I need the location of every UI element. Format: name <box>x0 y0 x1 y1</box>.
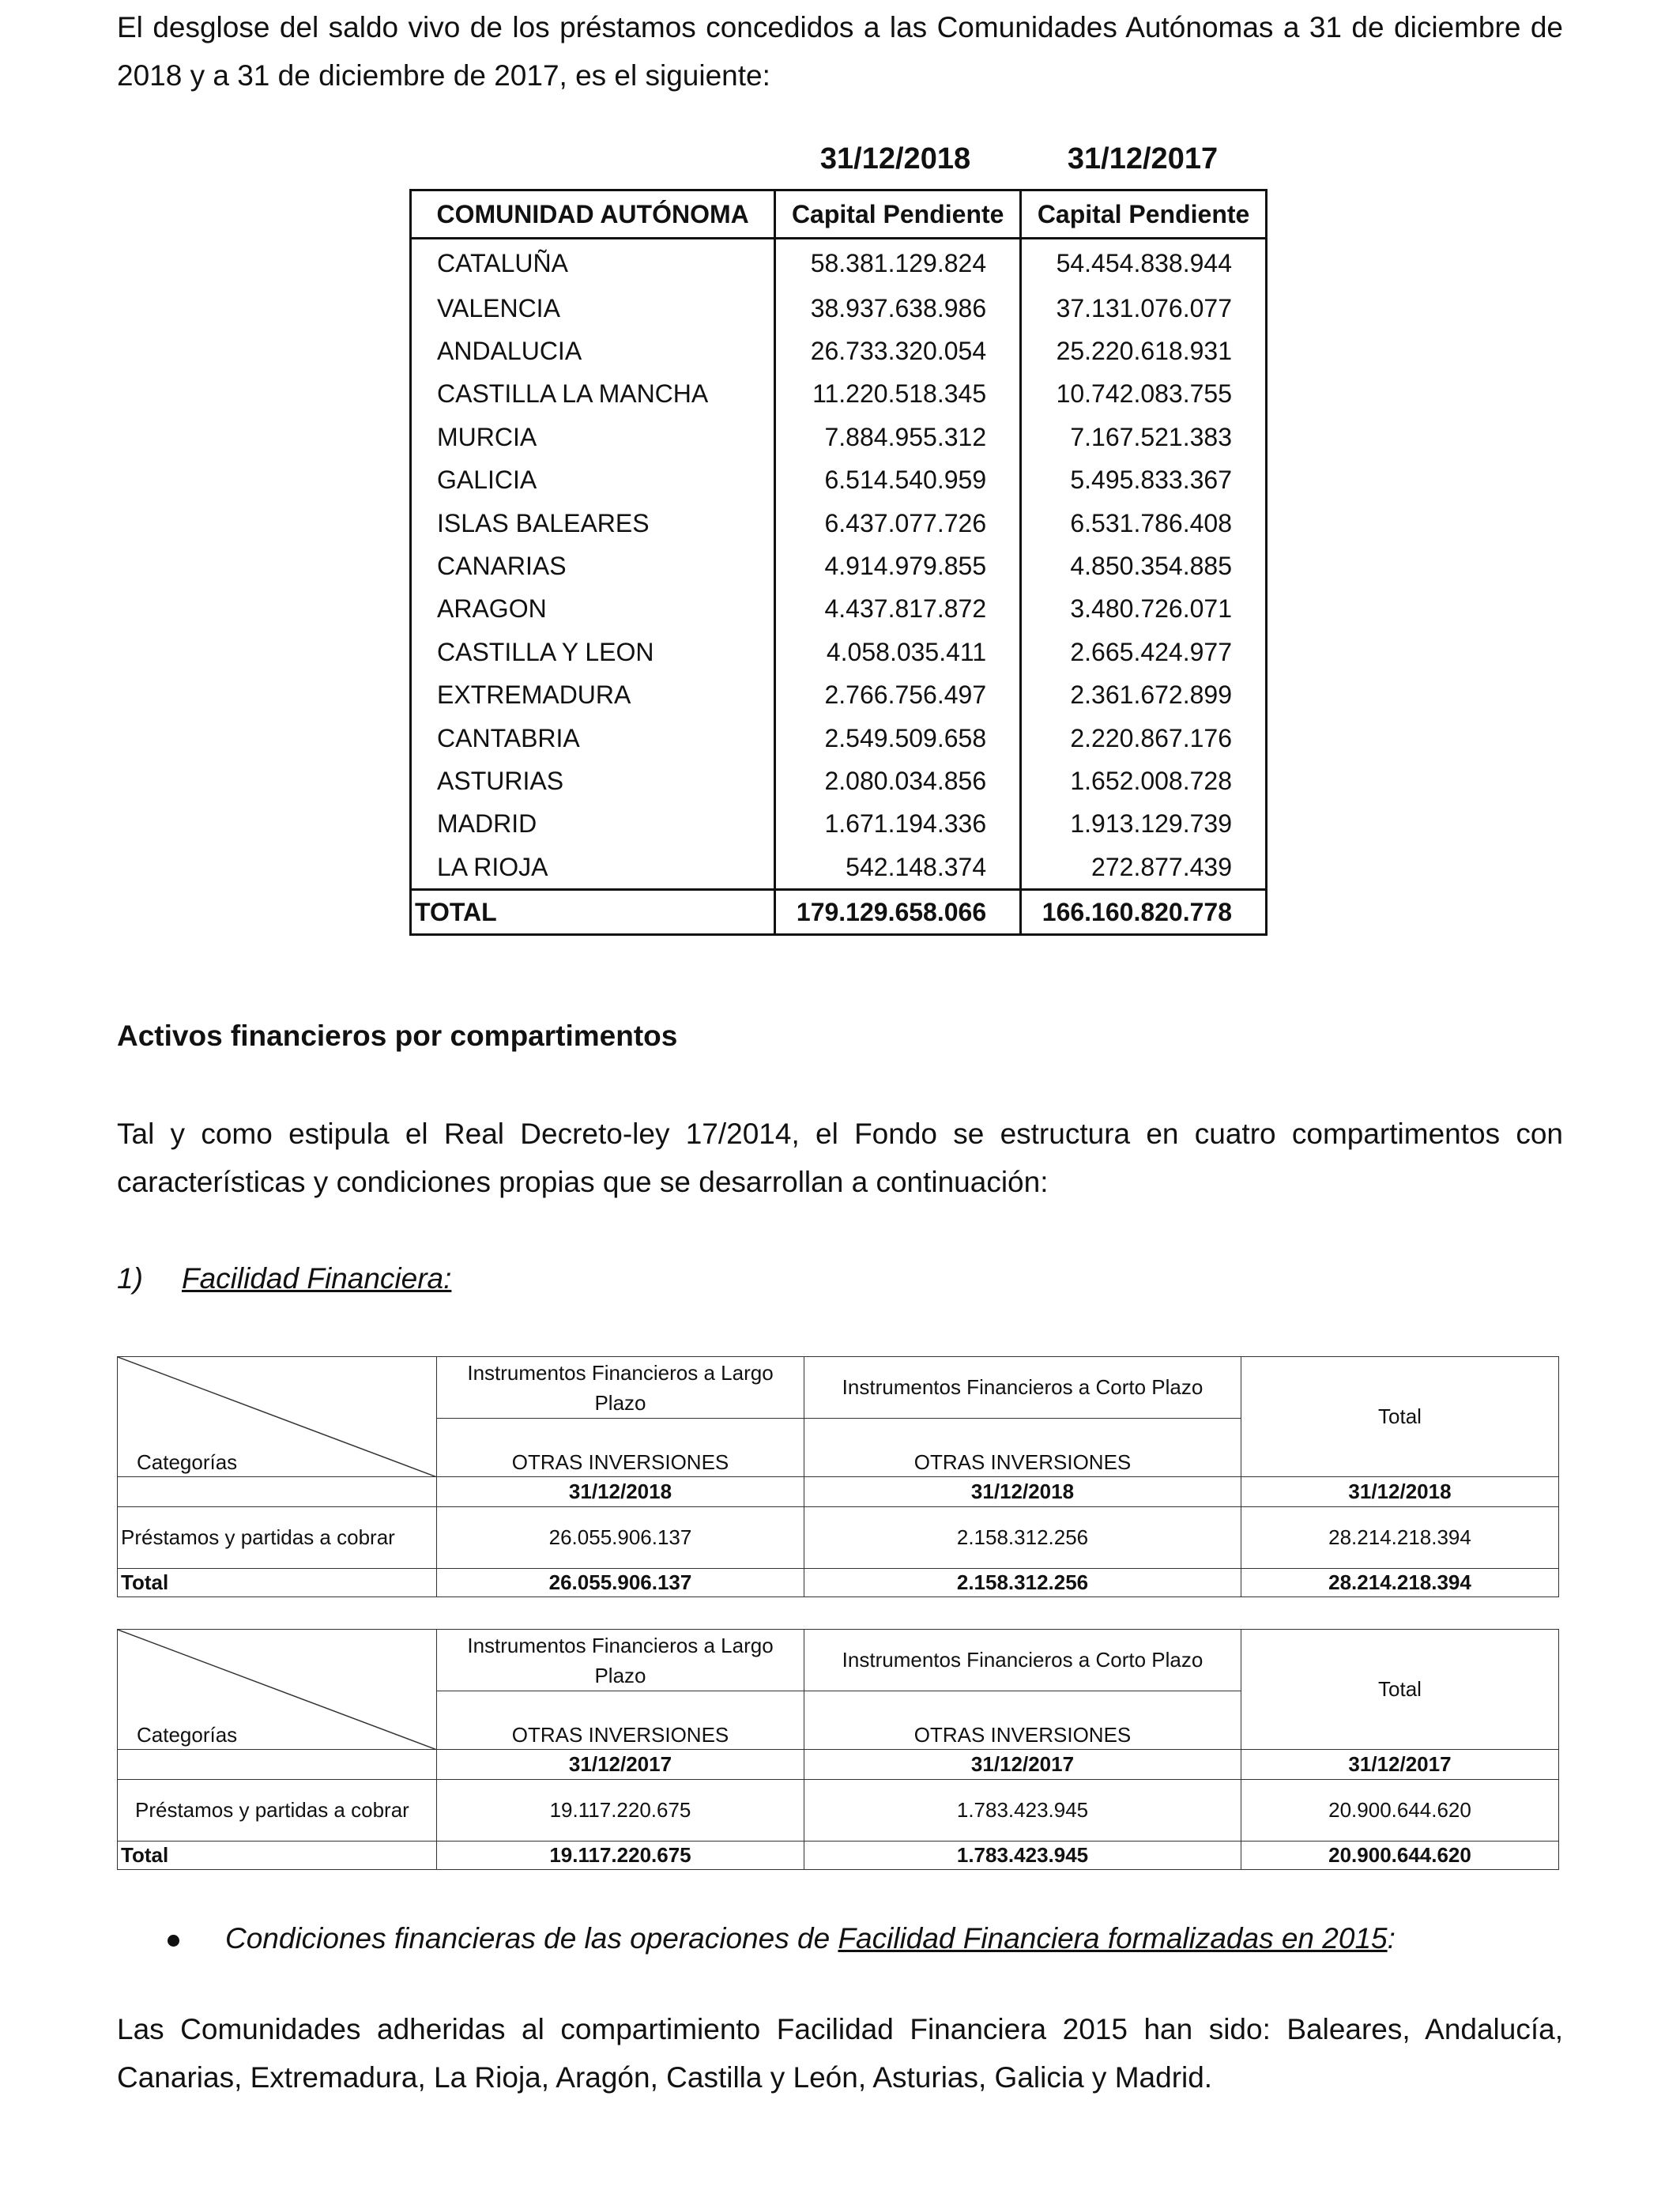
row-capital-2017: 2.665.424.977 <box>1021 631 1267 673</box>
facilidad-table <box>117 1356 1559 1597</box>
row-capital-2018: 4.437.817.872 <box>775 588 1021 631</box>
subheading-number: 1) <box>117 1262 143 1295</box>
facilidad-table <box>117 1629 1559 1870</box>
intro-line-1: El desglose del saldo vivo de los préstamos concedidos a las Comunidades Autónomas a 31 de diciembre de <box>117 11 1563 43</box>
row-capital-2017: 6.531.786.408 <box>1021 502 1267 545</box>
date-row-blank <box>118 1750 437 1780</box>
row-capital-2017: 7.167.521.383 <box>1021 416 1267 458</box>
row-community-name: ANDALUCIA <box>411 330 775 372</box>
row-community-name: LA RIOJA <box>411 846 775 890</box>
otras-corto: OTRAS INVERSIONES <box>804 1691 1241 1750</box>
row-capital-2018: 58.381.129.824 <box>775 239 1021 288</box>
otras-largo: OTRAS INVERSIONES <box>437 1691 804 1750</box>
saldo-table-row <box>411 674 1267 717</box>
col-comunidad-header: COMUNIDAD AUTÓNOMA <box>411 190 775 239</box>
subheading-title: Facilidad Financiera: <box>182 1262 452 1295</box>
row-capital-2018: 6.437.077.726 <box>775 502 1021 545</box>
row-capital-2017: 1.913.129.739 <box>1021 803 1267 846</box>
section-para-line-2: características y condiciones propias que se desarrollan a continuación: <box>117 1166 1049 1198</box>
date-corto: 31/12/2017 <box>804 1750 1241 1780</box>
prestamos-corto: 2.158.312.256 <box>804 1507 1241 1569</box>
col-total-header: Total <box>1241 1630 1559 1750</box>
row-capital-2018: 11.220.518.345 <box>775 373 1021 416</box>
row-community-name: CASTILLA Y LEON <box>411 631 775 673</box>
date-total: 31/12/2017 <box>1241 1750 1559 1780</box>
row-capital-2018: 542.148.374 <box>775 846 1021 890</box>
prestamos-label: Préstamos y partidas a cobrar <box>118 1507 437 1569</box>
row-capital-2018: 4.914.979.855 <box>775 545 1021 587</box>
saldo-table-row <box>411 717 1267 760</box>
prestamos-largo: 26.055.906.137 <box>437 1507 804 1569</box>
section-heading: Activos financieros por compartimentos <box>117 1020 678 1052</box>
row-capital-2017: 3.480.726.071 <box>1021 588 1267 631</box>
prestamos-corto: 1.783.423.945 <box>804 1780 1241 1842</box>
date-largo: 31/12/2018 <box>437 1477 804 1507</box>
saldo-table-header-row <box>411 190 1267 239</box>
otras-corto: OTRAS INVERSIONES <box>804 1419 1241 1477</box>
bullet-suffix: : <box>1387 1922 1396 1955</box>
saldo-table-row <box>411 459 1267 502</box>
closing-line-2: Canarias, Extremadura, La Rioja, Aragón, Castilla y León, Asturias, Galicia y Madrid. <box>117 2061 1213 2094</box>
total-row-label: Total <box>118 1842 437 1870</box>
row-community-name: ISLAS BALEARES <box>411 502 775 545</box>
total-total: 28.214.218.394 <box>1241 1569 1559 1597</box>
total-row-label: Total <box>118 1569 437 1597</box>
col-corto-header: Instrumentos Financieros a Corto Plazo <box>804 1357 1241 1419</box>
saldo-table-row <box>411 416 1267 458</box>
row-community-name: ARAGON <box>411 588 775 631</box>
row-capital-2017: 5.495.833.367 <box>1021 459 1267 502</box>
categorias-label: Categorías <box>137 1450 238 1474</box>
row-capital-2018: 38.937.638.986 <box>775 287 1021 330</box>
row-capital-2017: 1.652.008.728 <box>1021 760 1267 802</box>
date-header-2018: 31/12/2018 <box>819 142 971 175</box>
saldo-table-row <box>411 846 1267 890</box>
saldo-table-row <box>411 760 1267 802</box>
bullet-dot <box>168 1935 179 1947</box>
row-capital-2017: 2.361.672.899 <box>1021 674 1267 717</box>
row-capital-2017: 54.454.838.944 <box>1021 239 1267 288</box>
col-total-header: Total <box>1241 1357 1559 1477</box>
row-capital-2018: 1.671.194.336 <box>775 803 1021 846</box>
prestamos-largo: 19.117.220.675 <box>437 1780 804 1842</box>
prestamos-total: 20.900.644.620 <box>1241 1780 1559 1842</box>
date-corto: 31/12/2018 <box>804 1477 1241 1507</box>
total-largo: 26.055.906.137 <box>437 1569 804 1597</box>
row-capital-2018: 2.549.509.658 <box>775 717 1021 760</box>
date-header-2017: 31/12/2017 <box>1067 142 1219 175</box>
prestamos-label: Préstamos y partidas a cobrar <box>118 1780 437 1842</box>
date-row-blank <box>118 1477 437 1507</box>
row-capital-2017: 25.220.618.931 <box>1021 330 1267 372</box>
saldo-table-row <box>411 373 1267 416</box>
saldo-table-row <box>411 330 1267 372</box>
saldo-table-row <box>411 502 1267 545</box>
total-label: TOTAL <box>411 890 775 935</box>
total-2018: 179.129.658.066 <box>775 890 1021 935</box>
categorias-label: Categorías <box>137 1723 238 1747</box>
bullet-text <box>225 1922 1396 1955</box>
saldo-table-row <box>411 803 1267 846</box>
saldo-table-row <box>411 588 1267 631</box>
row-community-name: CANARIAS <box>411 545 775 587</box>
saldo-total-row <box>411 890 1267 935</box>
date-largo: 31/12/2017 <box>437 1750 804 1780</box>
closing-line-1: Las Comunidades adheridas al compartimiento Facilidad Financiera 2015 han sido: Baleares, Andalucía, <box>117 2013 1563 2045</box>
categorias-cell <box>118 1630 437 1750</box>
col-capital-2018-header: Capital Pendiente <box>775 190 1021 239</box>
row-capital-2018: 2.080.034.856 <box>775 760 1021 802</box>
row-capital-2017: 4.850.354.885 <box>1021 545 1267 587</box>
categorias-cell <box>118 1357 437 1477</box>
row-capital-2017: 272.877.439 <box>1021 846 1267 890</box>
row-capital-2018: 26.733.320.054 <box>775 330 1021 372</box>
saldo-table-row <box>411 239 1267 288</box>
row-capital-2018: 7.884.955.312 <box>775 416 1021 458</box>
col-capital-2017-header: Capital Pendiente <box>1021 190 1267 239</box>
row-community-name: MADRID <box>411 803 775 846</box>
saldo-table-row <box>411 545 1267 587</box>
total-2017: 166.160.820.778 <box>1021 890 1267 935</box>
bullet-prefix: Condiciones financieras de las operaciones de <box>225 1922 838 1955</box>
row-capital-2018: 2.766.756.497 <box>775 674 1021 717</box>
prestamos-total: 28.214.218.394 <box>1241 1507 1559 1569</box>
saldo-table-row <box>411 287 1267 330</box>
total-corto: 1.783.423.945 <box>804 1842 1241 1870</box>
section-para-line-1: Tal y como estipula el Real Decreto-ley 17/2014, el Fondo se estructura en cuatro compartimentos con <box>117 1118 1563 1150</box>
row-community-name: CASTILLA LA MANCHA <box>411 373 775 416</box>
saldo-table-row <box>411 631 1267 673</box>
row-community-name: EXTREMADURA <box>411 674 775 717</box>
otras-largo: OTRAS INVERSIONES <box>437 1419 804 1477</box>
row-community-name: ASTURIAS <box>411 760 775 802</box>
row-capital-2017: 37.131.076.077 <box>1021 287 1267 330</box>
col-largo-header: Instrumentos Financieros a Largo Plazo <box>437 1357 804 1419</box>
row-capital-2018: 6.514.540.959 <box>775 459 1021 502</box>
bullet-underlined: Facilidad Financiera formalizadas en 2015 <box>838 1922 1388 1955</box>
total-largo: 19.117.220.675 <box>437 1842 804 1870</box>
col-largo-header: Instrumentos Financieros a Largo Plazo <box>437 1630 804 1691</box>
date-total: 31/12/2018 <box>1241 1477 1559 1507</box>
row-capital-2017: 2.220.867.176 <box>1021 717 1267 760</box>
intro-line-2: 2018 y a 31 de diciembre de 2017, es el siguiente: <box>117 59 770 92</box>
row-capital-2018: 4.058.035.411 <box>775 631 1021 673</box>
col-corto-header: Instrumentos Financieros a Corto Plazo <box>804 1630 1241 1691</box>
total-total: 20.900.644.620 <box>1241 1842 1559 1870</box>
row-community-name: VALENCIA <box>411 287 775 330</box>
row-community-name: MURCIA <box>411 416 775 458</box>
row-community-name: GALICIA <box>411 459 775 502</box>
row-community-name: CANTABRIA <box>411 717 775 760</box>
row-community-name: CATALUÑA <box>411 239 775 288</box>
row-capital-2017: 10.742.083.755 <box>1021 373 1267 416</box>
total-corto: 2.158.312.256 <box>804 1569 1241 1597</box>
saldo-vivo-table <box>409 189 1268 936</box>
